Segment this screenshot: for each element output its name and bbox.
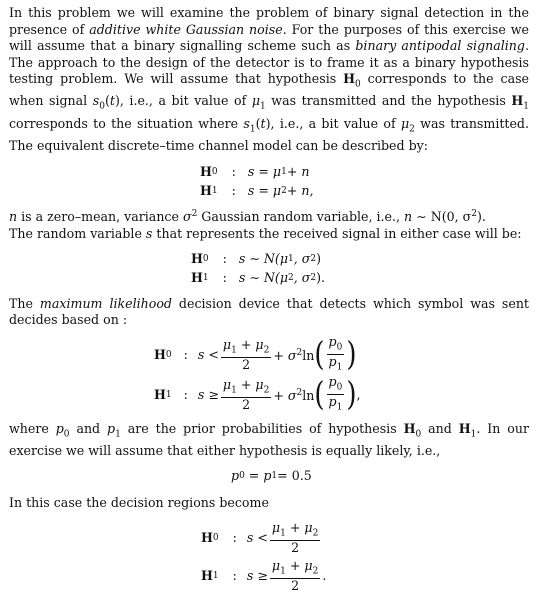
decision-regions-equation: H 0 : s < $\frac{\mu_1 + \mu_2}{2}$ H 1 : s ≥ $\frac{\mu_1 + \mu_2}{2}$ . xyxy=(201,519,327,594)
regions-paragraph: In this case the decision regions become xyxy=(9,494,269,510)
ml-paragraph: The maximum likelihood decision device that detects which symbol was sent decides based on : xyxy=(9,295,529,328)
received-signal-equation: H 0 : s ∼ N(μ 1 , σ 2 ) H 1 : s ∼ N(μ 2 , σ 2 ). xyxy=(191,250,326,285)
emphasis-ml: maximum likelihood xyxy=(39,295,172,311)
channel-model-equation: H 0 : s = μ 1 + n H 1 : s = μ 2 + n, xyxy=(200,163,314,198)
prior-paragraph: where $p_0$ and $p_1$ are the prior probabilities of hypothesis $H_0$ and $H_1$. In our exercise we will assume that either hypothesis is equally likely, i.e., xyxy=(9,420,529,458)
intro-paragraph: In this problem we will examine the problem of binary signal detection in the presence of additive white Gaussian noise. For the purposes of this exercise we will assume that a binary signalling scheme such as binary antipodal signaling. The approach to the design of the detector is to frame it as a binary hypothesis testing problem. We will assume that hypothesis $H_0$ corresponds to the case when signal $s_0(t)$, i.e., a bit value of $\mu_1$ was transmitted and the hypothesis $H_1$ corresponds to the situation where $s_1(t)$, i.e., a bit value of $\mu_2$ was transmitted. The equivalent discrete–time channel model can be described by: xyxy=(9,5,529,153)
emphasis-antipodal: binary antipodal signaling xyxy=(355,38,525,54)
ml-decision-rule: H 0 : s < $\frac{\mu_1 + \mu_2}{2}$ + $\sigma^2\ln$ ( $\frac{p_0}{p_1}$ ) H 1 : s ≥ $\frac{\mu_1 + \mu_2}{2}$ + $\sigma^2\ln$ ( $\frac{p_0}{p_1}$ ) , xyxy=(154,333,361,414)
emphasis-awgn: additive white Gaussian noise xyxy=(89,21,283,37)
equal-priors-equation: p 0 = p 1 = 0.5 xyxy=(231,468,312,484)
noise-paragraph: n is a zero–mean, variance $\sigma^2$ Gaussian random variable, i.e., n ∼ N(0, $\sigma^2$). The random variable s that represents the received signal in either case will be: xyxy=(9,209,522,242)
